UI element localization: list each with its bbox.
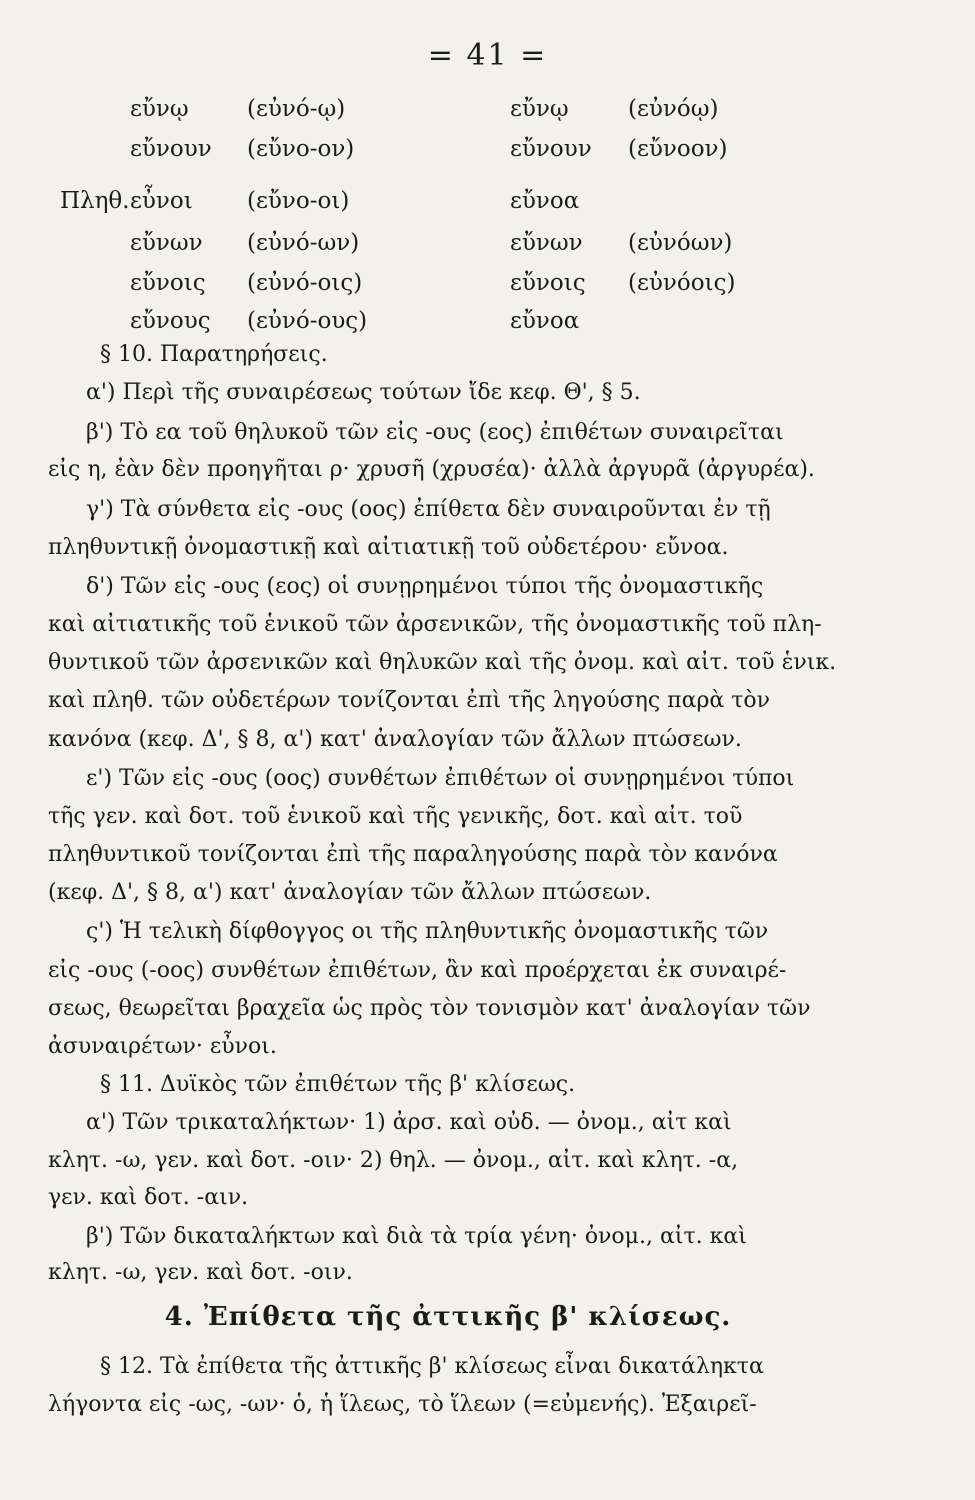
- neuter-contracted-form: εὔνοα: [510, 308, 580, 334]
- page-number: = 41 =: [427, 38, 548, 73]
- text-line: καὶ αἰτιατικῆς τοῦ ἑνικοῦ τῶν ἀρσενικῶν, τῆς ὀνομαστικῆς τοῦ πλη-: [48, 612, 822, 637]
- uncontracted-form: (εὐνό-ῳ): [247, 96, 346, 122]
- text-line: γ') Τὰ σύνθετα εἰς -ους (οος) ἐπίθετα δὲν συναιροῦνται ἐν τῇ: [86, 497, 771, 522]
- uncontracted-form: (εὐνό-ων): [247, 230, 360, 256]
- text-line: α') Τῶν τρικαταλήκτων· 1) ἀρσ. καὶ οὐδ. — ὀνομ., αἰτ καὶ: [86, 1110, 732, 1135]
- text-line: πληθυντικῇ ὀνομαστικῇ καὶ αἰτιατικῇ τοῦ οὐδετέρου· εὔνοα.: [48, 535, 729, 560]
- contracted-form: εὔνῳ: [130, 96, 189, 122]
- uncontracted-form: (εὔνο-οι): [247, 188, 350, 214]
- neuter-contracted-form: εὔνουν: [510, 136, 592, 162]
- text-line: εἰς η, ἐὰν δὲν προηγῆται ρ· χρυσῆ (χρυσέα)· ἀλλὰ ἀργυρᾶ (ἀργυρέα).: [48, 457, 815, 482]
- text-line: σεως, θεωρεῖται βραχεῖα ὡς πρὸς τὸν τονισμὸν κατ' ἀναλογίαν τῶν: [48, 996, 811, 1021]
- text-line: ἀσυναιρέτων· εὖνοι.: [48, 1034, 277, 1059]
- text-line: β') Τὸ εα τοῦ θηλυκοῦ τῶν εἰς -ους (εος) ἐπιθέτων συναιρεῖται: [86, 420, 784, 445]
- declension-row: [0, 96, 975, 136]
- contracted-form: εὔνων: [130, 230, 203, 256]
- text-line: τῆς γεν. καὶ δοτ. τοῦ ἑνικοῦ καὶ τῆς γενικῆς, δοτ. καὶ αἰτ. τοῦ: [48, 804, 743, 829]
- text-line: κλητ. -ω, γεν. καὶ δοτ. -οιν· 2) θηλ. — ὀνομ., αἰτ. καὶ κλητ. -α,: [48, 1148, 739, 1173]
- neuter-contracted-form: εὔνοα: [510, 188, 580, 214]
- text-line: λήγοντα εἰς -ως, -ων· ὁ, ἡ ἵλεως, τὸ ἵλεων (=εὐμενής). Ἐξαιρεῖ-: [48, 1392, 757, 1417]
- uncontracted-form: (εὐνό-ους): [247, 308, 368, 334]
- section-heading: § 11. Δυϊκὸς τῶν ἐπιθέτων τῆς β' κλίσεως.: [100, 1072, 576, 1097]
- text-line: γεν. καὶ δοτ. -αιν.: [48, 1185, 249, 1210]
- declension-row: [0, 270, 975, 310]
- text-line: β') Τῶν δικαταλήκτων καὶ διὰ τὰ τρία γένη· ὀνομ., αἰτ. καὶ: [86, 1224, 747, 1249]
- neuter-uncontracted-form: (εὐνόῳ): [628, 96, 719, 122]
- contracted-form: εὔνουν: [130, 136, 212, 162]
- uncontracted-form: (εὔνο-ον): [247, 136, 355, 162]
- neuter-uncontracted-form: (εὐνόων): [628, 230, 733, 256]
- declension-row: [0, 230, 975, 270]
- number-label: Πληθ.: [60, 188, 130, 214]
- declension-table: [0, 96, 975, 346]
- uncontracted-form: (εὐνό-οις): [247, 270, 363, 296]
- text-line: εἰς -ους (-οος) συνθέτων ἐπιθέτων, ἂν καὶ προέρχεται ἐκ συναιρέ-: [48, 958, 787, 983]
- text-line: θυντικοῦ τῶν ἀρσενικῶν καὶ θηλυκῶν καὶ τῆς ὀνομ. καὶ αἰτ. τοῦ ἑνικ.: [48, 650, 837, 675]
- text-line: καὶ πληθ. τῶν οὐδετέρων τονίζονται ἐπὶ τῆς ληγούσης παρὰ τὸν: [48, 688, 771, 713]
- declension-row: [0, 136, 975, 176]
- neuter-contracted-form: εὔνῳ: [510, 96, 569, 122]
- text-line: α') Περὶ τῆς συναιρέσεως τούτων ἴδε κεφ. Θ', § 5.: [86, 380, 641, 405]
- neuter-uncontracted-form: (εὐνόοις): [628, 270, 736, 296]
- text-line: ε') Τῶν εἰς -ους (οος) συνθέτων ἐπιθέτων οἱ συνῃρημένοι τύποι: [86, 766, 795, 791]
- contracted-form: εὔνους: [130, 308, 211, 334]
- declension-row: [0, 188, 975, 228]
- contracted-form: εὖνοι: [130, 188, 193, 214]
- neuter-contracted-form: εὔνων: [510, 230, 583, 256]
- contracted-form: εὔνοις: [130, 270, 206, 296]
- neuter-contracted-form: εὔνοις: [510, 270, 586, 296]
- text-line: κανόνα (κεφ. Δ', § 8, α') κατ' ἀναλογίαν τῶν ἄλλων πτώσεων.: [48, 727, 742, 752]
- text-line: ς') Ἡ τελικὴ δίφθογγος οι τῆς πληθυντικῆς ὀνομαστικῆς τῶν: [86, 919, 769, 944]
- section-heading: § 10. Παρατηρήσεις.: [100, 342, 328, 367]
- neuter-uncontracted-form: (εὔνοον): [628, 136, 728, 162]
- text-line: κλητ. -ω, γεν. καὶ δοτ. -οιν.: [48, 1260, 353, 1285]
- text-line: § 12. Τὰ ἐπίθετα τῆς ἀττικῆς β' κλίσεως εἶναι δικατάληκτα: [100, 1354, 764, 1379]
- chapter-heading: 4. Ἐπίθετα τῆς ἀττικῆς β' κλίσεως.: [164, 1302, 732, 1332]
- text-line: (κεφ. Δ', § 8, α') κατ' ἀναλογίαν τῶν ἄλλων πτώσεων.: [48, 880, 652, 905]
- text-line: δ') Τῶν εἰς -ους (εος) οἱ συνῃρημένοι τύποι τῆς ὀνομαστικῆς: [86, 574, 764, 599]
- text-line: πληθυντικοῦ τονίζονται ἐπὶ τῆς παραληγούσης παρὰ τὸν κανόνα: [48, 842, 778, 867]
